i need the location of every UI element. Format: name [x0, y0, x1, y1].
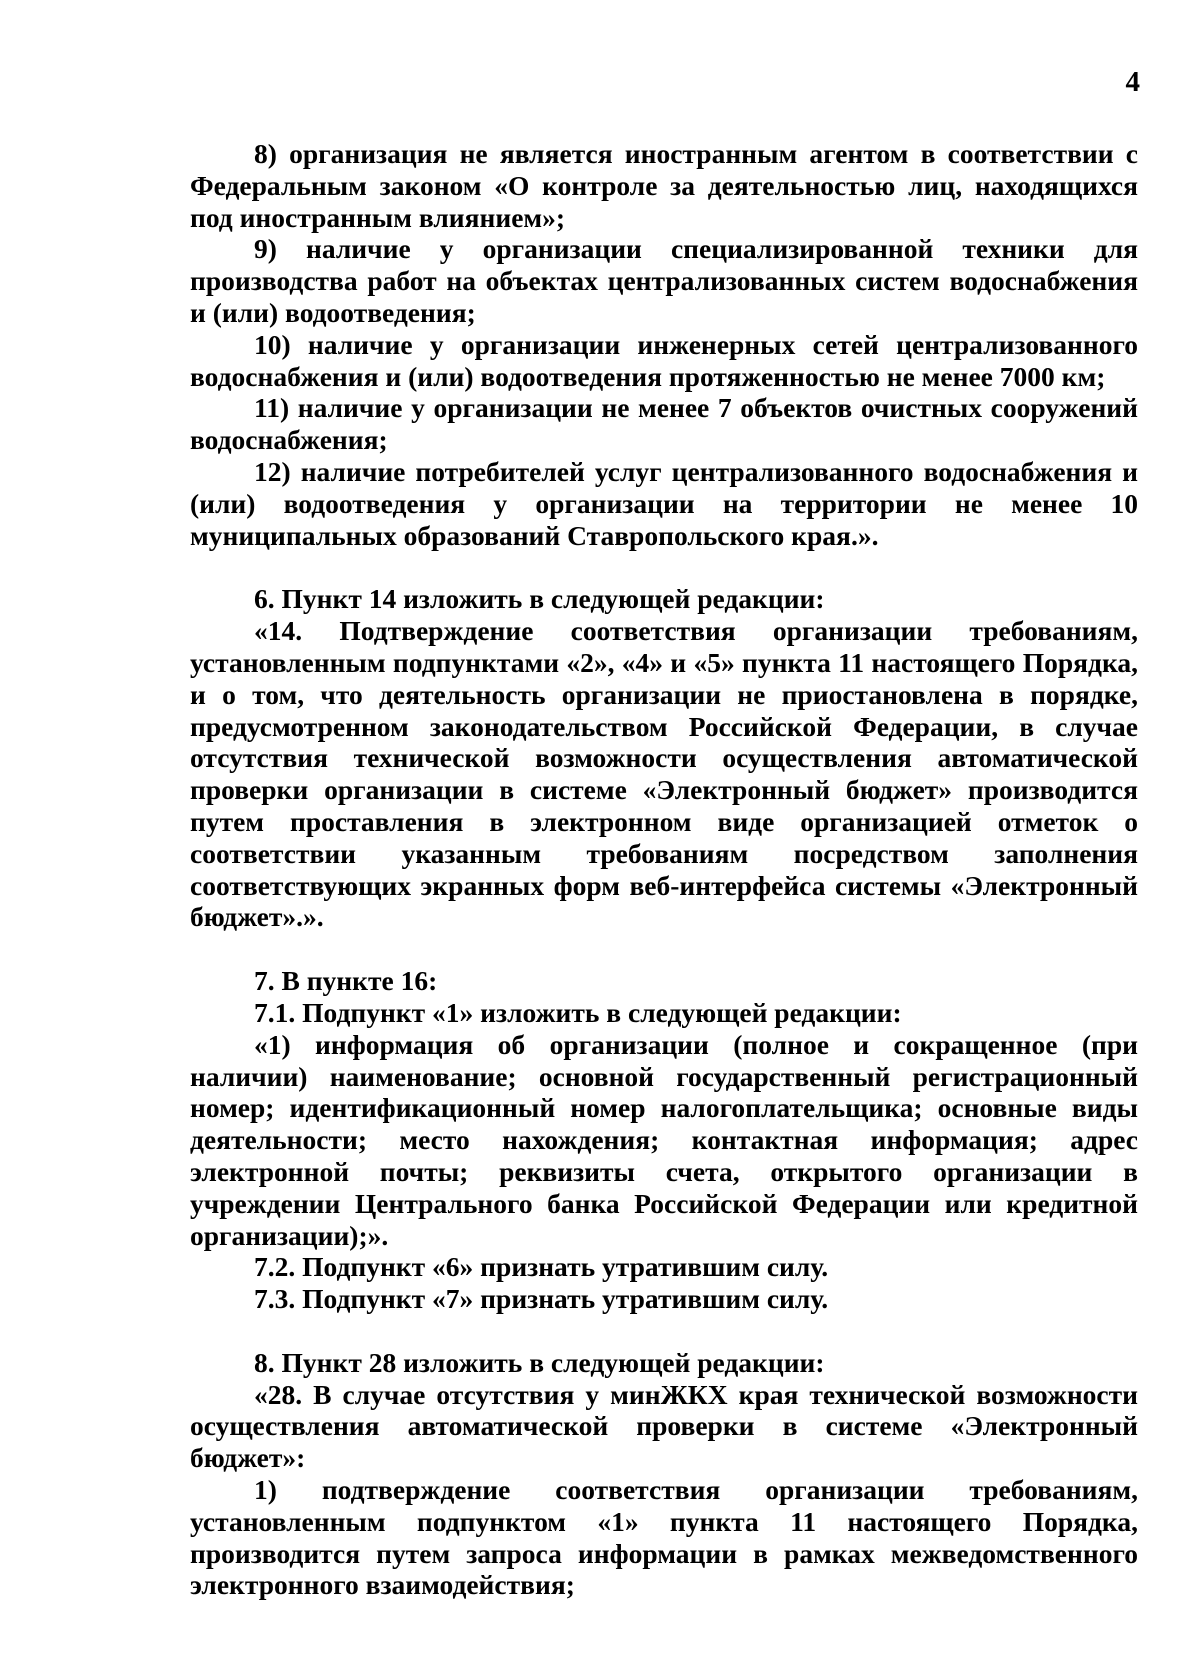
item-11-treatment-facilities: 11) наличие у организации не менее 7 объектов очистных сооружений водоснабжения; [190, 392, 1138, 456]
section-8-heading: 8. Пункт 28 изложить в следующей редакции: [254, 1346, 825, 1378]
section-7-3-text: 7.3. Подпункт «7» признать утратившим силу. [254, 1283, 829, 1315]
document-body [190, 138, 1138, 1601]
item-9-special-equipment: 9) наличие у организации специализированной техники для производства работ на объектах централизованных систем водоснабжения и (или) водоотведения; [190, 233, 1138, 328]
section-8-point-28-text: «28. В случае отсутствия у минЖКХ края технической возможности осуществления автоматической проверки в системе «Электронный бюджет»: [190, 1378, 1138, 1474]
section-6-heading: 6. Пункт 14 изложить в следующей редакции: [254, 583, 825, 615]
item-10-networks-length: 10) наличие у организации инженерных сетей централизованного водоснабжения и (или) водоотведения протяженностью не менее 7000 км; [190, 328, 1138, 392]
section-7-1-heading: 7.1. Подпункт «1» изложить в следующей редакции: [254, 996, 902, 1028]
page-number: 4 [1125, 66, 1140, 98]
section-7-2-text: 7.2. Подпункт «6» признать утратившим силу. [254, 1251, 829, 1283]
section-8-subitem-1-text: 1) подтверждение соответствия организации требованиям, установленным подпунктом «1» пункта 11 настоящего Порядка, производится путем запроса информации в рамках межведомственного электронного взаимодействия; [190, 1474, 1138, 1601]
section-6-point-14-text: «14. Подтверждение соответствия организации требованиям, установленным подпунктами «2», «4» и «5» пункта 11 настоящего Порядка, и о том, что деятельность организации не приостановлена в порядке, предусмотренном законодательством Российской Федерации, в случае отсутствия технической возможности осуществления автоматической проверки организации в системе «Электронный бюджет» производится путем проставления в электронном виде организацией отметок о соответствии указанным требованиям посредством заполнения соответствующих экранных форм веб-интерфейса системы «Электронный бюджет».». [190, 615, 1138, 933]
section-7-heading: 7. В пункте 16: [254, 965, 438, 997]
section-7-1-text: «1) информация об организации (полное и сокращенное (при наличии) наименование; основной государственный регистрационный номер; идентификационный номер налогоплательщика; основные виды деятельности; место нахождения; контактная информация; адрес электронной почты; реквизиты счета, открытого организации в учреждении Центрального банка Российской Федерации или кредитной организации);». [190, 1028, 1138, 1251]
item-12-consumers: 12) наличие потребителей услуг централизованного водоснабжения и (или) водоотведения у организации на территории не менее 10 муниципальных образований Ставропольского края.». [190, 455, 1138, 551]
item-8-foreign-agent: 8) организация не является иностранным агентом в соответствии с Федеральным законом «О контроле за деятельностью лиц, находящихся под иностранным влиянием»; [190, 138, 1138, 233]
